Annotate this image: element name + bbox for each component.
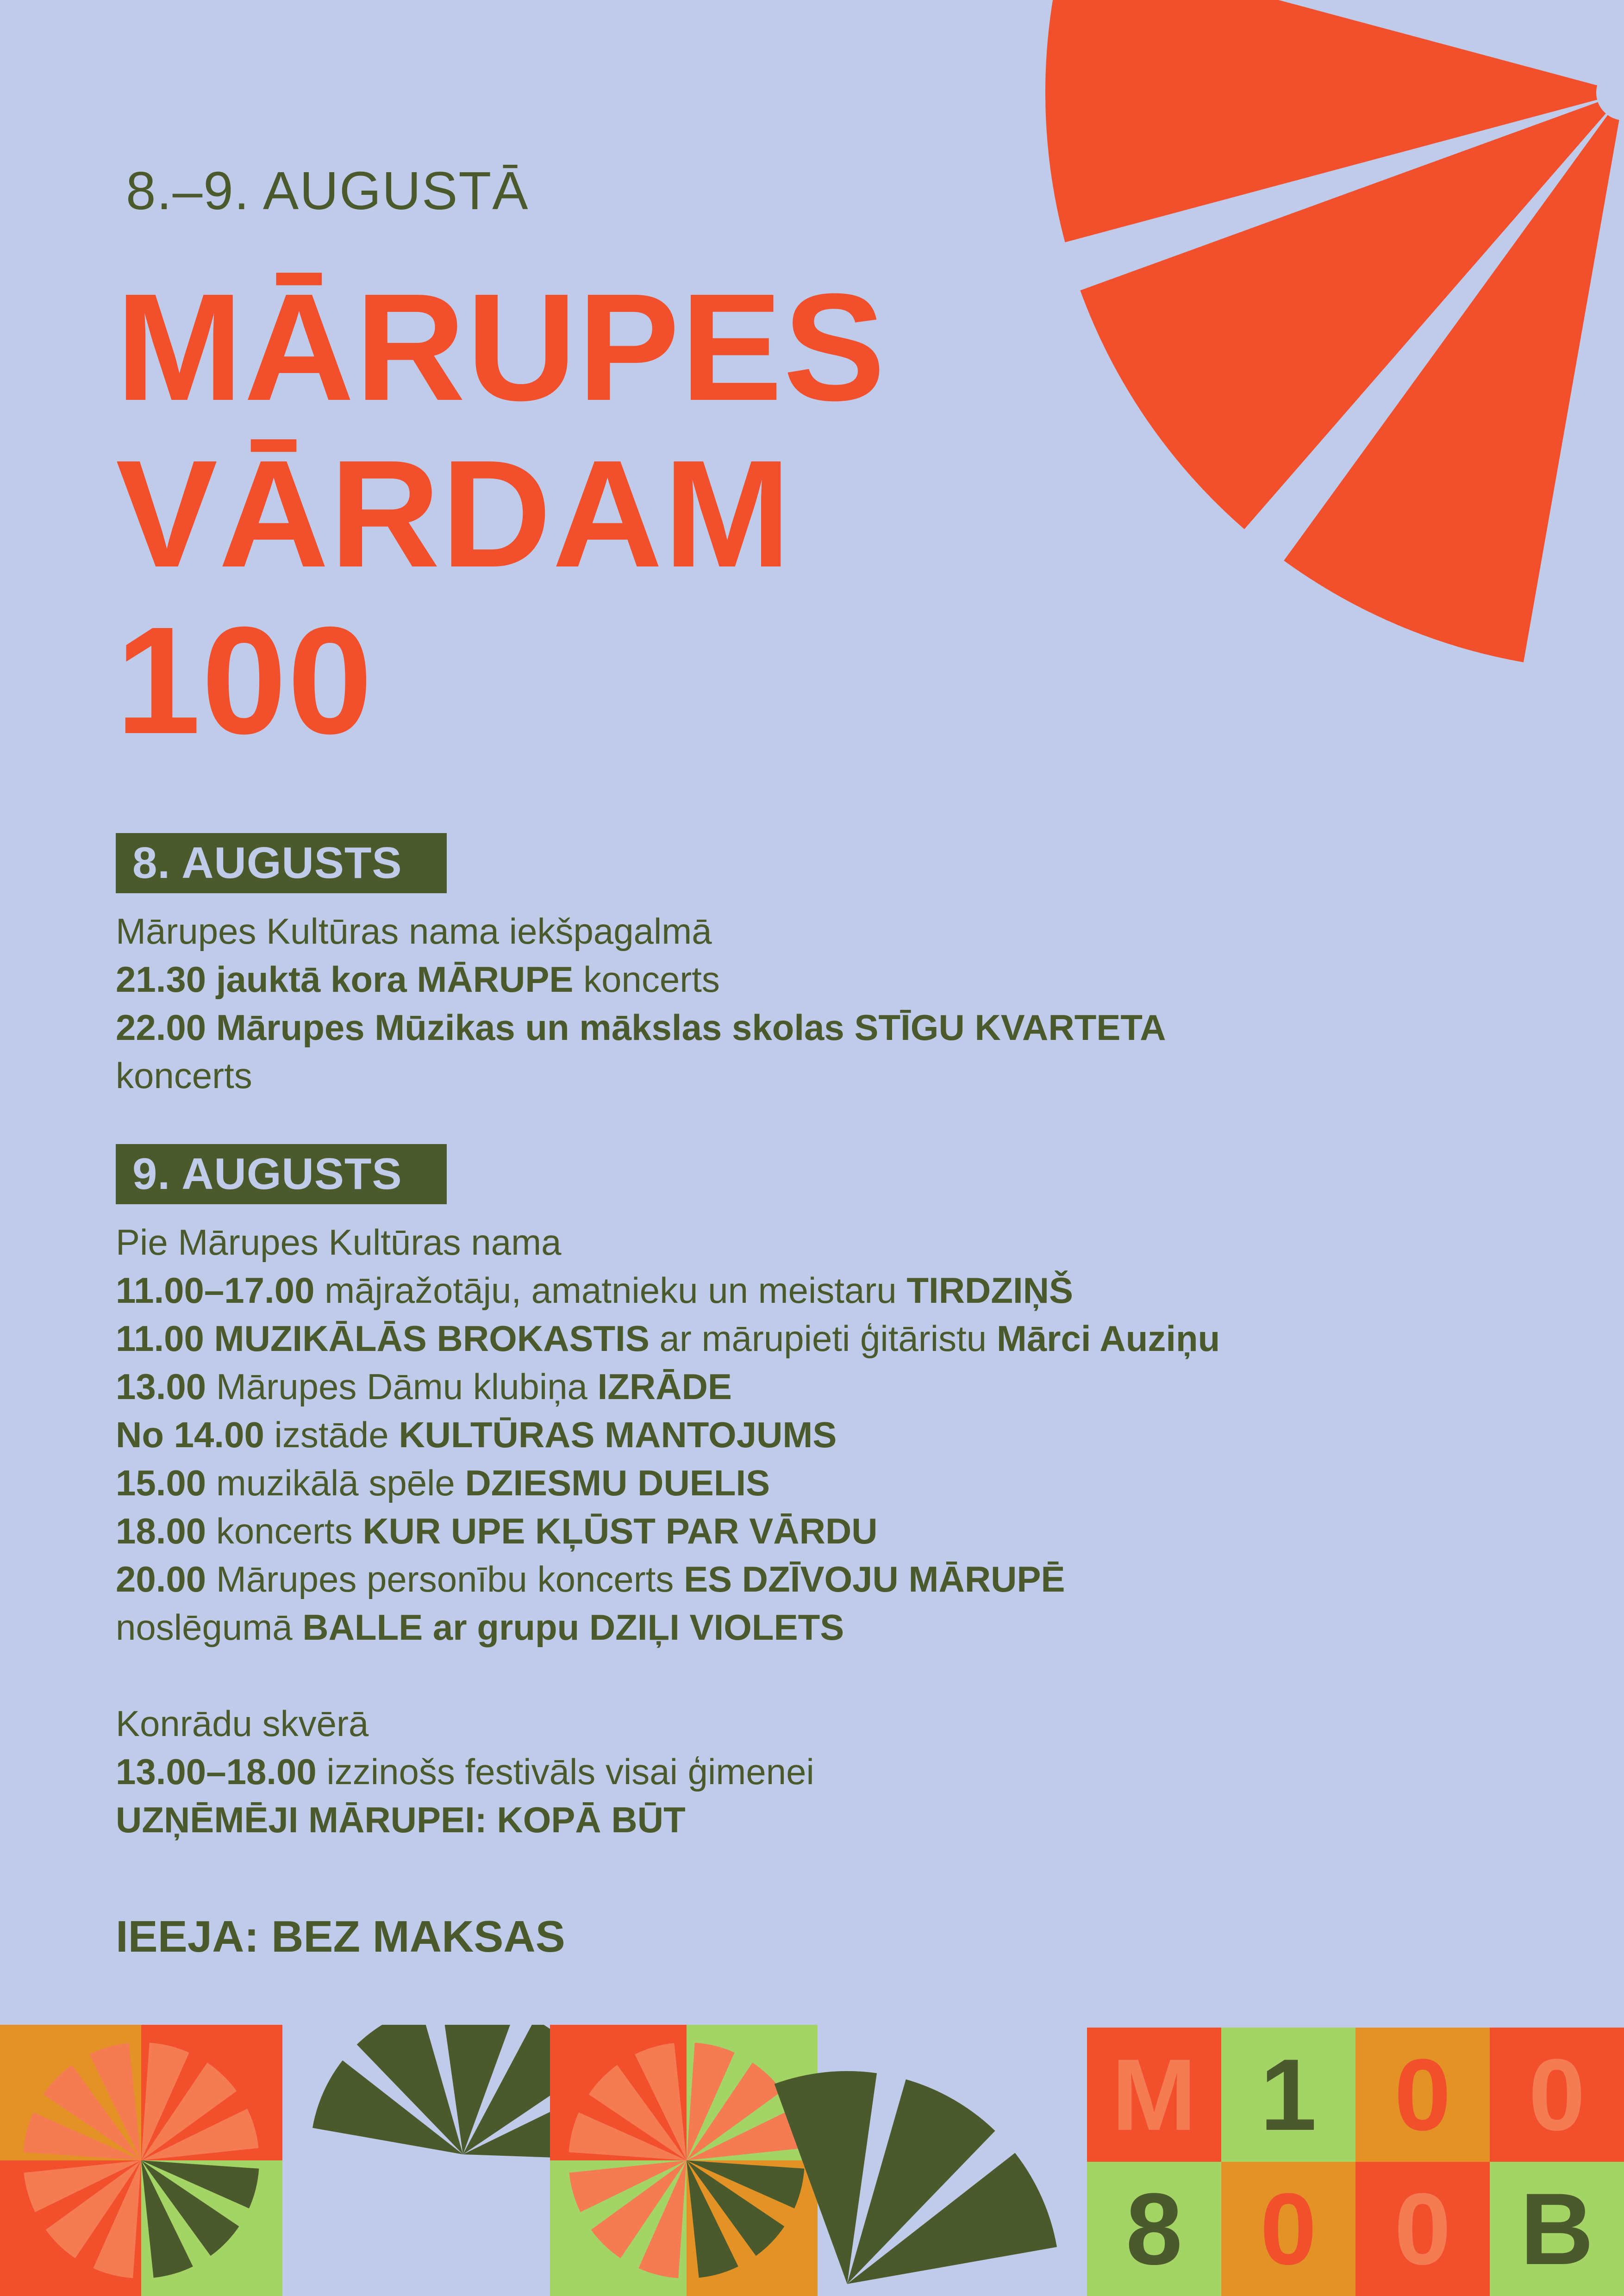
event-line — [116, 1266, 1073, 1314]
event-text: noslēgumā — [116, 1607, 303, 1648]
event-highlight: No 14.00 — [116, 1414, 264, 1455]
event-text: izzinošs festivāls visai ģimenei — [316, 1751, 814, 1792]
event-text: mājražotāju, amatnieku un meistaru — [314, 1270, 907, 1311]
event-line — [116, 1507, 878, 1555]
event-text: Mārupes Dāmu klubiņa — [206, 1366, 598, 1407]
event-text: koncerts — [206, 1511, 363, 1551]
logo-cell: 0 — [1355, 2028, 1490, 2162]
event-highlight: DZIESMU DUELIS — [465, 1462, 770, 1503]
day1-location: Mārupes Kultūras nama iekšpagalmā — [116, 911, 712, 952]
event-text: muzikālā spēle — [206, 1462, 465, 1503]
logo-cell: 8 — [1087, 2162, 1221, 2296]
event-highlight: KULTŪRAS MANTOJUMS — [399, 1414, 837, 1455]
logo-cell: 0 — [1355, 2162, 1490, 2296]
event-highlight: 22.00 Mārupes Mūzikas un mākslas skolas STĪGU KVARTETA — [116, 1007, 1166, 1048]
event-line — [116, 1459, 770, 1507]
logo-cell: 0 — [1221, 2162, 1355, 2296]
event-highlight: 21.30 jauktā kora MĀRUPE — [116, 959, 574, 1000]
day2-location-2: Konrādu skvērā — [116, 1703, 369, 1744]
event-highlight: UZŅĒMĒJI MĀRUPEI: KOPĀ BŪT — [116, 1799, 686, 1840]
event-text: ar mārupieti ģitāristu — [649, 1318, 997, 1359]
event-highlight: KUR UPE KĻŪST PAR VĀRDU — [362, 1511, 878, 1551]
event-highlight: IZRĀDE — [597, 1366, 732, 1407]
event-highlight: 15.00 — [116, 1462, 206, 1503]
event-line — [116, 1555, 1065, 1603]
event-line — [116, 1003, 1166, 1052]
event-text: koncerts — [116, 1055, 252, 1096]
event-line — [116, 1796, 686, 1844]
event-highlight: 11.00 MUZIKĀLĀS BROKASTIS — [116, 1318, 650, 1359]
title-line-3: 100 — [116, 595, 374, 765]
event-highlight: 11.00–17.00 — [116, 1270, 315, 1311]
event-highlight: BALLE ar grupu DZIĻI VIOLETS — [302, 1607, 844, 1648]
event-line — [116, 1411, 837, 1459]
event-text: koncerts — [573, 959, 720, 1000]
event-dates: 8.–9. AUGUSTĀ — [126, 161, 529, 221]
event-highlight: 13.00–18.00 — [116, 1751, 317, 1792]
event-text: Mārupes personību koncerts — [206, 1559, 684, 1599]
event-line — [116, 1052, 252, 1100]
day1-badge: 8. AUGUSTS — [116, 833, 447, 893]
day2-badge: 9. AUGUSTS — [116, 1144, 447, 1204]
day2-location: Pie Mārupes Kultūras nama — [116, 1222, 562, 1263]
event-line — [116, 955, 720, 1003]
logo-cell: M — [1087, 2028, 1221, 2162]
event-highlight: 18.00 — [116, 1511, 206, 1551]
event-text: izstāde — [264, 1414, 399, 1455]
event-line — [116, 1603, 844, 1651]
event-highlight: 13.00 — [116, 1366, 206, 1407]
logo-cell: B — [1490, 2162, 1624, 2296]
entry-info: IEEJA: BEZ MAKSAS — [116, 1912, 565, 1961]
logo-cell: 1 — [1221, 2028, 1355, 2162]
event-line — [116, 1748, 814, 1796]
logo-cell: 0 — [1490, 2028, 1624, 2162]
event-line — [116, 1363, 732, 1411]
title-line-2: VĀRDAM — [116, 428, 792, 599]
event-highlight: Mārci Auziņu — [996, 1318, 1220, 1359]
title-line-1: MĀRUPES — [116, 261, 887, 432]
event-highlight: TIRDZIŅŠ — [906, 1270, 1074, 1311]
event-line — [116, 1314, 1220, 1363]
event-highlight: 20.00 — [116, 1559, 206, 1599]
event-highlight: ES DZĪVOJU MĀRUPĒ — [684, 1559, 1065, 1599]
